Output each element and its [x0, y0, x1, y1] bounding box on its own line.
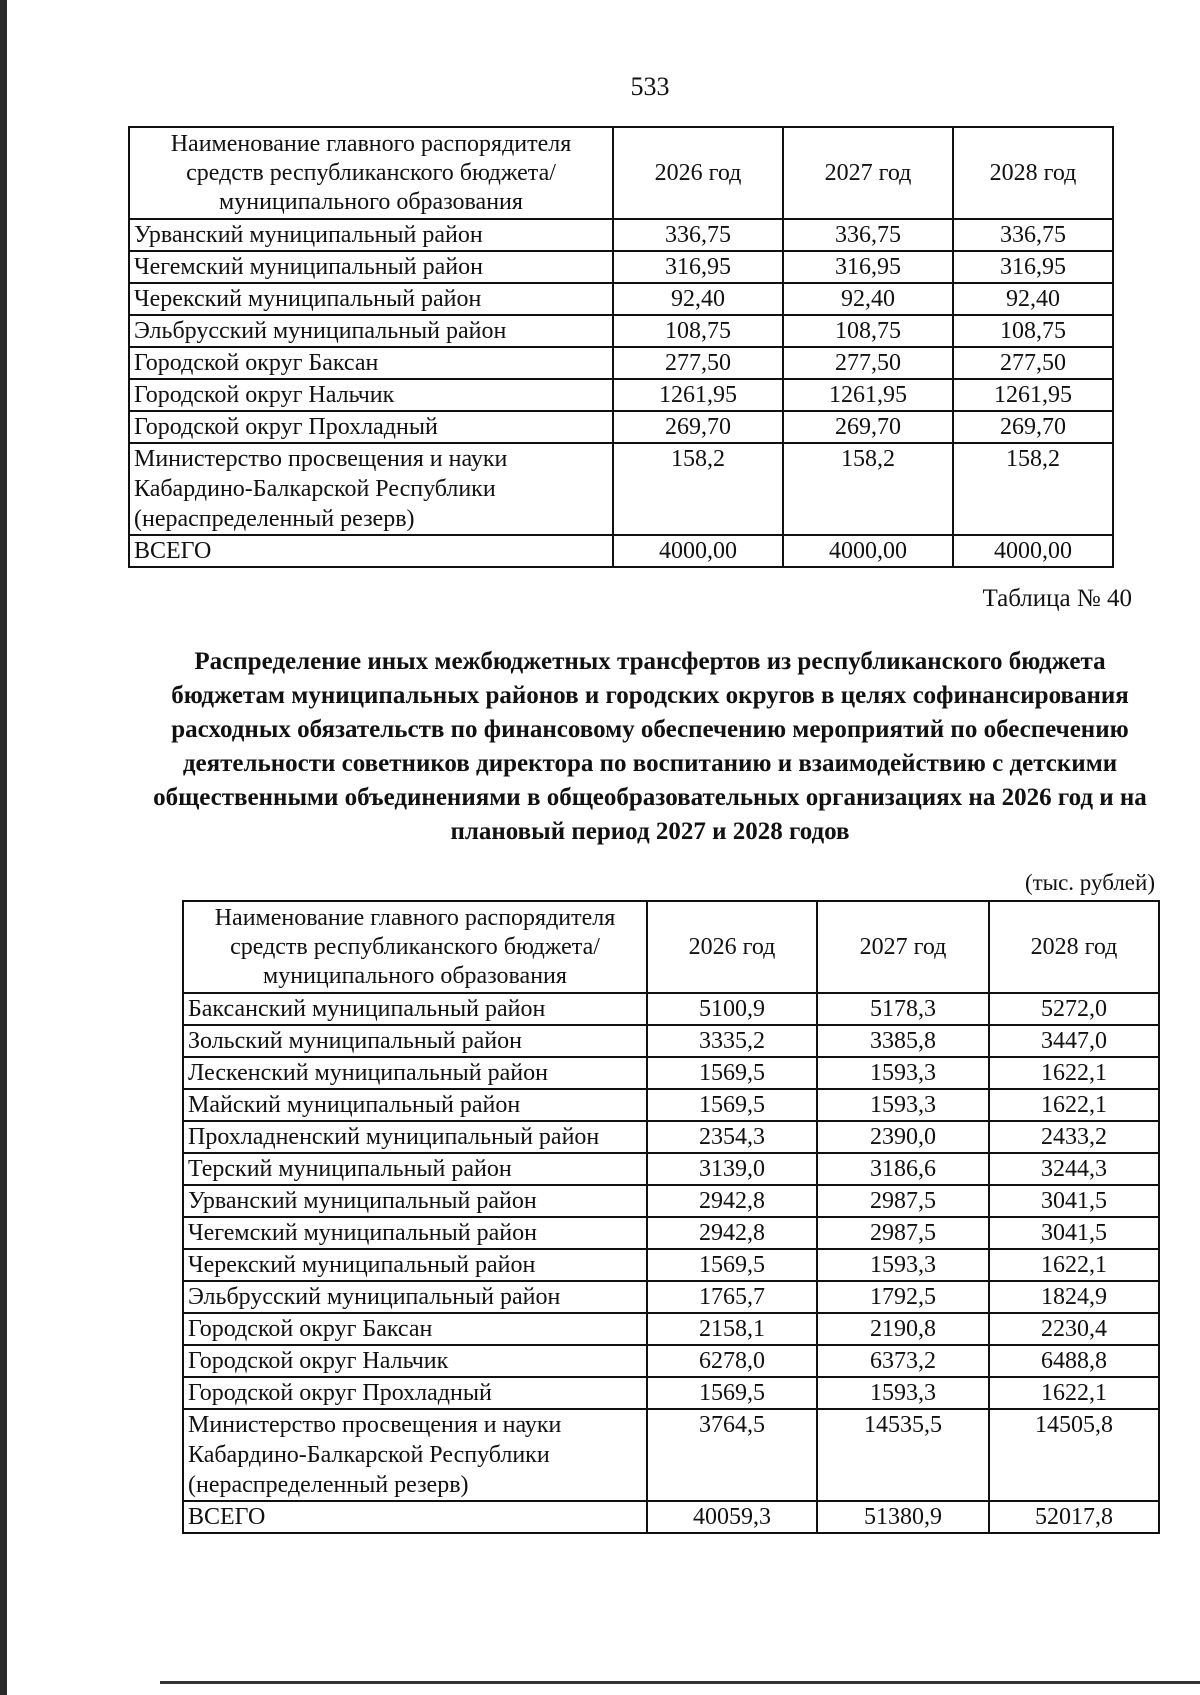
row-name: Чегемский муниципальный район	[129, 251, 613, 283]
value-2026: 108,75	[613, 315, 783, 347]
value-2028: 92,40	[953, 283, 1113, 315]
table-title: Распределение иных межбюджетных трансфертов из республиканского бюджета бюджетам муниципальных районов и городских округов в целях софинансирования расходных обязательств по финансовому обеспечению мероприятий по обеспечению деятельности советников директора по воспитанию и взаимодействию с детскими общественными объединениями в общеобразовательных организациях на 2026 год и на плановый период 2027 и 2028 годов	[153, 648, 1147, 845]
value-2028: 52017,8	[989, 1501, 1159, 1533]
row-name: Прохладненский муниципальный район	[183, 1121, 647, 1153]
row-name: Черекский муниципальный район	[129, 283, 613, 315]
value-2026: 277,50	[613, 347, 783, 379]
value-2026: 2942,8	[647, 1217, 817, 1249]
table-row	[183, 1217, 1159, 1249]
value-2026: 1765,7	[647, 1281, 817, 1313]
value-2028: 14505,8	[989, 1409, 1159, 1501]
value-2027: 1593,3	[817, 1057, 989, 1089]
value-2026: 158,2	[613, 443, 783, 535]
table-row	[129, 219, 1113, 251]
row-name: Черекский муниципальный район	[183, 1249, 647, 1281]
value-2027: 3186,6	[817, 1153, 989, 1185]
value-2027: 1261,95	[783, 379, 953, 411]
value-2028: 316,95	[953, 251, 1113, 283]
value-2028: 3447,0	[989, 1025, 1159, 1057]
value-2027: 5178,3	[817, 993, 989, 1025]
value-2026: 336,75	[613, 219, 783, 251]
value-2028: 4000,00	[953, 535, 1113, 567]
row-name: Городской округ Баксан	[183, 1313, 647, 1345]
value-2027: 1593,3	[817, 1377, 989, 1409]
column-header-2026: 2026 год	[647, 901, 817, 993]
value-2026: 1569,5	[647, 1057, 817, 1089]
value-2027: 316,95	[783, 251, 953, 283]
table-body	[129, 219, 1113, 567]
table-row	[129, 251, 1113, 283]
value-2026: 2158,1	[647, 1313, 817, 1345]
column-header-2027: 2027 год	[783, 127, 953, 219]
scan-edge	[0, 0, 7, 1695]
table-header-row	[183, 901, 1159, 993]
value-2027: 2390,0	[817, 1121, 989, 1153]
page-number: 533	[630, 72, 670, 101]
row-name: Баксанский муниципальный район	[183, 993, 647, 1025]
value-2028: 6488,8	[989, 1345, 1159, 1377]
table-row	[183, 1409, 1159, 1501]
table-row	[129, 411, 1113, 443]
total-row	[183, 1501, 1159, 1533]
row-name: Министерство просвещения и науки Кабардино-Балкарской Республики (нераспределенный резерв)	[183, 1409, 647, 1501]
table-row	[183, 1185, 1159, 1217]
value-2028: 1824,9	[989, 1281, 1159, 1313]
row-name: ВСЕГО	[129, 535, 613, 567]
row-name: Эльбрусский муниципальный район	[129, 315, 613, 347]
table-row	[129, 315, 1113, 347]
column-header-2028: 2028 год	[953, 127, 1113, 219]
row-name: Городской округ Прохладный	[183, 1377, 647, 1409]
table-number: Таблица № 40	[982, 585, 1132, 612]
row-name: Чегемский муниципальный район	[183, 1217, 647, 1249]
table-row	[129, 443, 1113, 535]
row-name: Урванский муниципальный район	[129, 219, 613, 251]
value-2027: 336,75	[783, 219, 953, 251]
value-2027: 108,75	[783, 315, 953, 347]
value-2026: 3335,2	[647, 1025, 817, 1057]
row-name: Майский муниципальный район	[183, 1089, 647, 1121]
units-label: (тыс. рублей)	[1024, 870, 1155, 895]
value-2027: 92,40	[783, 283, 953, 315]
table-header-row	[129, 127, 1113, 219]
value-2026: 1261,95	[613, 379, 783, 411]
value-2028: 1261,95	[953, 379, 1113, 411]
value-2028: 5272,0	[989, 993, 1159, 1025]
value-2028: 1622,1	[989, 1249, 1159, 1281]
total-row	[129, 535, 1113, 567]
value-2028: 2433,2	[989, 1121, 1159, 1153]
column-header-2026: 2026 год	[613, 127, 783, 219]
value-2026: 269,70	[613, 411, 783, 443]
value-2026: 4000,00	[613, 535, 783, 567]
table-row	[183, 1313, 1159, 1345]
table-row	[183, 1089, 1159, 1121]
table-row	[183, 1281, 1159, 1313]
row-name: Городской округ Нальчик	[183, 1345, 647, 1377]
value-2026: 6278,0	[647, 1345, 817, 1377]
value-2026: 1569,5	[647, 1377, 817, 1409]
value-2027: 3385,8	[817, 1025, 989, 1057]
table-row	[129, 283, 1113, 315]
value-2027: 2987,5	[817, 1217, 989, 1249]
table-row	[183, 1025, 1159, 1057]
row-name: Терский муниципальный район	[183, 1153, 647, 1185]
value-2027: 2190,8	[817, 1313, 989, 1345]
value-2026: 92,40	[613, 283, 783, 315]
value-2026: 1569,5	[647, 1089, 817, 1121]
value-2026: 3139,0	[647, 1153, 817, 1185]
column-header-2027: 2027 год	[817, 901, 989, 993]
value-2027: 1593,3	[817, 1089, 989, 1121]
value-2027: 51380,9	[817, 1501, 989, 1533]
value-2027: 158,2	[783, 443, 953, 535]
value-2027: 2987,5	[817, 1185, 989, 1217]
value-2026: 2354,3	[647, 1121, 817, 1153]
row-name: Урванский муниципальный район	[183, 1185, 647, 1217]
value-2026: 40059,3	[647, 1501, 817, 1533]
table-row	[183, 1345, 1159, 1377]
bottom-rule	[160, 1681, 1200, 1684]
table-row	[129, 347, 1113, 379]
table-row	[183, 1153, 1159, 1185]
value-2027: 14535,5	[817, 1409, 989, 1501]
value-2028: 158,2	[953, 443, 1113, 535]
row-name: Лескенский муниципальный район	[183, 1057, 647, 1089]
value-2026: 316,95	[613, 251, 783, 283]
value-2027: 269,70	[783, 411, 953, 443]
value-2028: 277,50	[953, 347, 1113, 379]
value-2028: 336,75	[953, 219, 1113, 251]
value-2028: 3041,5	[989, 1185, 1159, 1217]
value-2028: 1622,1	[989, 1089, 1159, 1121]
column-header-name: Наименование главного распорядителя средств республиканского бюджета/ муниципального образования	[183, 901, 647, 993]
row-name: Городской округ Нальчик	[129, 379, 613, 411]
value-2027: 4000,00	[783, 535, 953, 567]
value-2026: 3764,5	[647, 1409, 817, 1501]
table-row	[183, 1057, 1159, 1089]
value-2027: 1792,5	[817, 1281, 989, 1313]
table-row	[129, 379, 1113, 411]
row-name: ВСЕГО	[183, 1501, 647, 1533]
value-2028: 3244,3	[989, 1153, 1159, 1185]
table-body	[183, 993, 1159, 1533]
column-header-2028: 2028 год	[989, 901, 1159, 993]
value-2027: 1593,3	[817, 1249, 989, 1281]
row-name: Зольский муниципальный район	[183, 1025, 647, 1057]
value-2027: 277,50	[783, 347, 953, 379]
value-2028: 1622,1	[989, 1377, 1159, 1409]
column-header-name: Наименование главного распорядителя средств республиканского бюджета/ муниципального образования	[129, 127, 613, 219]
budget-table-continued	[128, 126, 1114, 568]
value-2026: 5100,9	[647, 993, 817, 1025]
table-row	[183, 1249, 1159, 1281]
table-row	[183, 1377, 1159, 1409]
value-2028: 3041,5	[989, 1217, 1159, 1249]
row-name: Министерство просвещения и науки Кабардино-Балкарской Республики (нераспределенный резерв)	[129, 443, 613, 535]
value-2026: 1569,5	[647, 1249, 817, 1281]
value-2028: 269,70	[953, 411, 1113, 443]
row-name: Эльбрусский муниципальный район	[183, 1281, 647, 1313]
row-name: Городской округ Прохладный	[129, 411, 613, 443]
row-name: Городской округ Баксан	[129, 347, 613, 379]
value-2026: 2942,8	[647, 1185, 817, 1217]
value-2028: 1622,1	[989, 1057, 1159, 1089]
table-row	[183, 993, 1159, 1025]
value-2027: 6373,2	[817, 1345, 989, 1377]
table-row	[183, 1121, 1159, 1153]
value-2028: 2230,4	[989, 1313, 1159, 1345]
budget-table-40	[182, 900, 1160, 1534]
value-2028: 108,75	[953, 315, 1113, 347]
